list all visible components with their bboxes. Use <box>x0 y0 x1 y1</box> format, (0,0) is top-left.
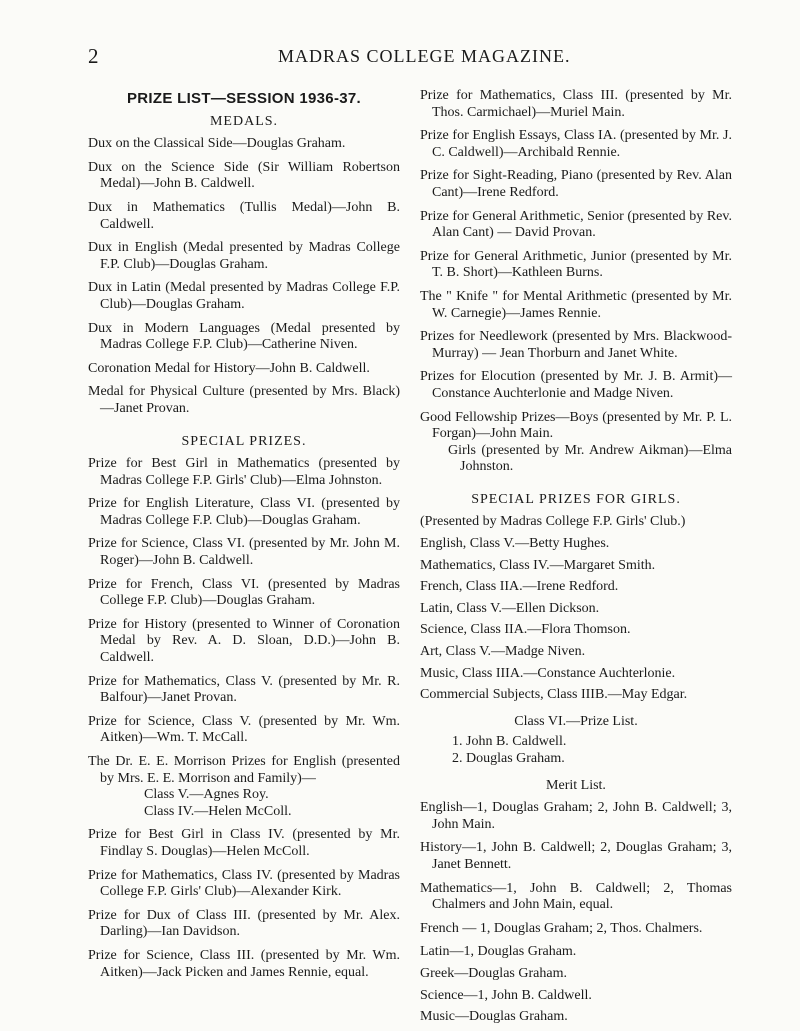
magazine-title: MADRAS COLLEGE MAGAZINE. <box>278 46 571 66</box>
merit-line: Mathematics—1, John B. Caldwell; 2, Thomas Chalmers and John Main, equal. <box>420 880 732 913</box>
morrison-sub-entry: Class V.—Agnes Roy. <box>144 787 269 803</box>
prize-entry: Prizes for Needlework (presented by Mrs. Blackwood-Murray) — Jean Thorburn and Janet White. <box>420 329 732 361</box>
medal-entry: Medal for Physical Culture (presented by Mrs. Black)—Janet Provan. <box>88 384 400 416</box>
prize-entry: Prize for Science, Class V. (presented by Mr. Wm. Aitken)—Wm. T. McCall. <box>88 713 400 746</box>
prize-entry: Prizes for Elocution (presented by Mr. J. B. Armit)—Constance Auchterlonie and Madge Niven. <box>420 369 732 401</box>
class-vi-heading: Class VI.—Prize List. <box>514 713 638 729</box>
girls-prizes-subtitle: (Presented by Madras College F.P. Girls' Club.) <box>420 514 686 530</box>
merit-line: French — 1, Douglas Graham; 2, Thos. Chalmers. <box>420 920 703 936</box>
page-header <box>88 44 728 74</box>
merit-line: History—1, John B. Caldwell; 2, Douglas Graham; 3, Janet Bennett. <box>420 840 732 872</box>
prize-entry: Prize for Mathematics, Class IV. (presented by Madras College F.P. Girls' Club)—Alexander Kirk. <box>88 867 400 900</box>
prize-entry: Prize for Dux of Class III. (presented by Mr. Alex. Darling)—Ian Davidson. <box>88 907 400 940</box>
merit-line: English—1, Douglas Graham; 2, John B. Caldwell; 3, John Main. <box>420 800 732 832</box>
medal-entry: Dux on the Science Side (Sir William Robertson Medal)—John B. Caldwell. <box>88 159 400 192</box>
medal-entry: Dux on the Classical Side—Douglas Graham. <box>88 136 346 152</box>
prize-entry: Prize for Best Girl in Class IV. (presented by Mr. Findlay S. Douglas)—Helen McColl. <box>88 827 400 859</box>
prize-entry: The " Knife " for Mental Arithmetic (presented by Mr. W. Carnegie)—James Rennie. <box>420 288 732 321</box>
girls-prize-line: Art, Class V.—Madge Niven. <box>420 644 586 660</box>
merit-list-heading: Merit List. <box>546 777 606 793</box>
girls-prize-line: Latin, Class V.—Ellen Dickson. <box>420 600 600 616</box>
prize-entry: Prize for English Literature, Class VI. (presented by Madras College F.P. Club)—Douglas Graham. <box>88 496 400 528</box>
class-vi-item: 2. Douglas Graham. <box>452 751 565 766</box>
medal-entry: Coronation Medal for History—John B. Caldwell. <box>88 360 370 376</box>
medal-entry: Dux in Mathematics (Tullis Medal)—John B. Caldwell. <box>88 199 400 232</box>
merit-line: Science—1, John B. Caldwell. <box>420 987 592 1003</box>
girls-prize-line: Mathematics, Class IV.—Margaret Smith. <box>420 557 656 573</box>
prize-entry: Prize for General Arithmetic, Senior (presented by Rev. Alan Cant) — David Provan. <box>420 208 732 241</box>
medals-heading: MEDALS. <box>209 113 279 129</box>
prize-entry: Prize for Sight-Reading, Piano (presented by Rev. Alan Cant)—Irene Redford. <box>420 168 732 200</box>
morrison-sub-entry: Class IV.—Helen McColl. <box>144 803 292 819</box>
prize-entry: Prize for French, Class VI. (presented by Madras College F.P. Club)—Douglas Graham. <box>88 576 400 609</box>
prize-entry: Prize for History (presented to Winner of Coronation Medal by Rev. A. D. Sloan, D.D.)—John B. Caldwell. <box>88 616 400 666</box>
girls-prize-line: Music, Class IIIA.—Constance Auchterlonie. <box>420 665 676 681</box>
girls-prize-line: Commercial Subjects, Class IIIB.—May Edgar. <box>420 687 688 703</box>
medal-entry: Dux in Modern Languages (Medal presented by Madras College F.P. Club)—Catherine Niven. <box>88 320 400 353</box>
special-prizes-heading: SPECIAL PRIZES. <box>181 433 307 449</box>
prize-list-title: PRIZE LIST—SESSION 1936-37. <box>126 90 361 107</box>
girls-prize-line: Science, Class IIA.—Flora Thomson. <box>420 622 631 638</box>
left-column <box>88 88 400 988</box>
prize-entry: Prize for Mathematics, Class III. (presented by Mr. Thos. Carmichael)—Muriel Main. <box>420 88 732 120</box>
prize-entry: Prize for General Arithmetic, Junior (presented by Mr. T. B. Short)—Kathleen Burns. <box>420 248 732 281</box>
girls-prize-line: English, Class V.—Betty Hughes. <box>420 536 610 552</box>
page-number: 2 <box>88 44 99 68</box>
prize-entry: The Dr. E. E. Morrison Prizes for English (presented by Mrs. E. E. Morrison and Family)— <box>88 754 400 786</box>
prize-entry: Prize for Science, Class VI. (presented by Mr. John M. Roger)—John B. Caldwell. <box>88 536 400 569</box>
prize-entry: Prize for Science, Class III. (presented by Mr. Wm. Aitken)—Jack Picken and James Rennie, equal. <box>88 947 400 980</box>
merit-line: Latin—1, Douglas Graham. <box>420 944 577 960</box>
girls-prize-line: French, Class IIA.—Irene Redford. <box>420 579 619 595</box>
medal-entry: Dux in English (Medal presented by Madras College F.P. Club)—Douglas Graham. <box>88 240 400 272</box>
class-vi-item: 1. John B. Caldwell. <box>452 734 567 750</box>
medal-entry: Dux in Latin (Medal presented by Madras College F.P. Club)—Douglas Graham. <box>88 280 400 312</box>
merit-line: Music—Douglas Graham. <box>420 1009 568 1025</box>
merit-line: Greek—Douglas Graham. <box>420 965 567 981</box>
prize-entry: Prize for Best Girl in Mathematics (presented by Madras College F.P. Girls' Club)—Elma Johnston. <box>88 456 400 488</box>
girls-prizes-heading: SPECIAL PRIZES FOR GIRLS. <box>471 491 681 507</box>
good-fellowship-girls: Girls (presented by Mr. Andrew Aikman)—Elma Johnston. <box>448 442 732 475</box>
prize-entry: Prize for English Essays, Class IA. (presented by Mr. J. C. Caldwell)—Archibald Rennie. <box>420 128 732 160</box>
prize-entry: Good Fellowship Prizes—Boys (presented by Mr. P. L. Forgan)—John Main. <box>420 409 732 442</box>
prize-entry: Prize for Mathematics, Class V. (presented by Mr. R. Balfour)—Janet Provan. <box>88 673 400 706</box>
right-column <box>420 88 732 1031</box>
